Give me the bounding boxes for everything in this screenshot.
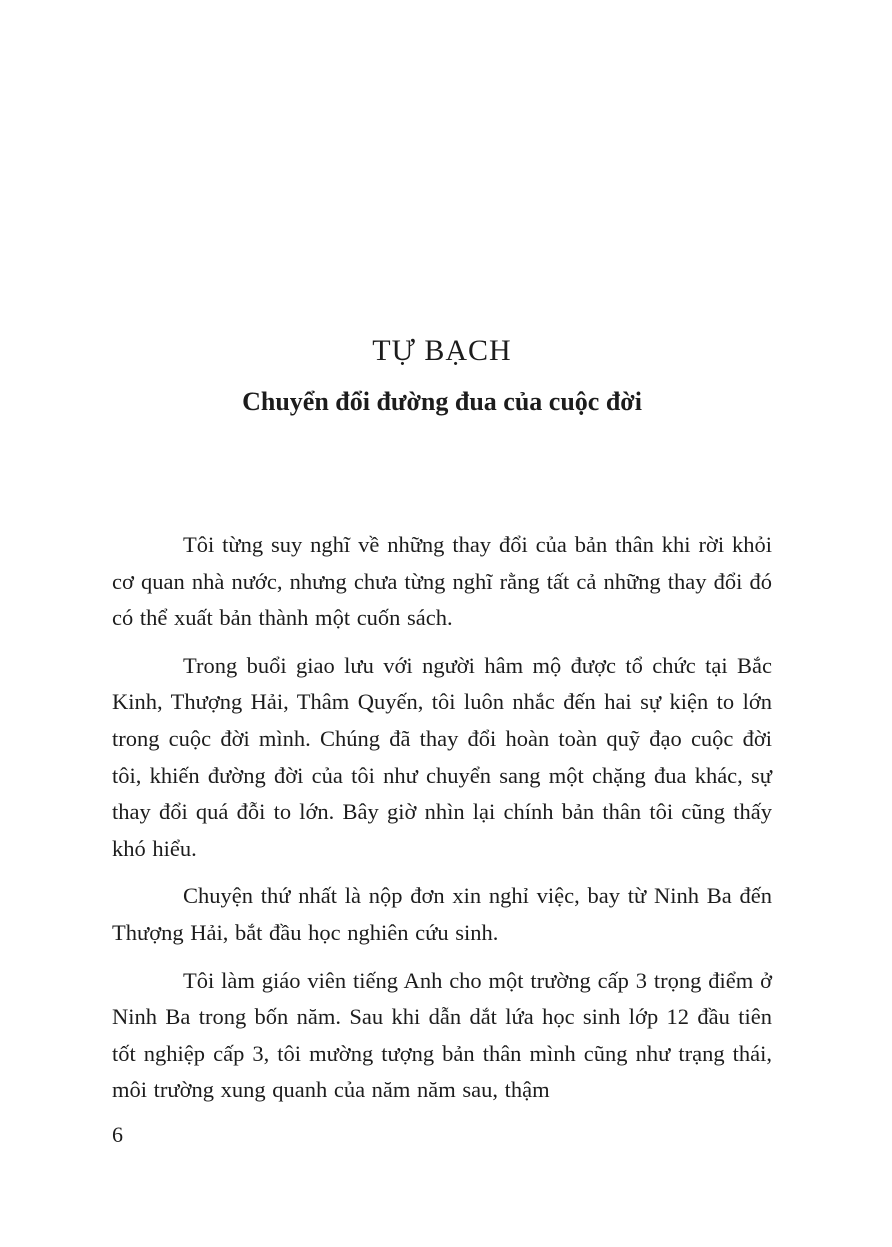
paragraph: Chuyện thứ nhất là nộp đơn xin nghỉ việc, bay từ Ninh Ba đến Thượng Hải, bắt đầu học nghiên cứu sinh. bbox=[112, 883, 772, 945]
page-number: 6 bbox=[112, 1122, 123, 1147]
page-subtitle: Chuyển đổi đường đua của cuộc đời bbox=[242, 387, 642, 416]
paragraph: Trong buổi giao lưu với người hâm mộ được tổ chức tại Bắc Kinh, Thượng Hải, Thâm Quyến, tôi luôn nhắc đến hai sự kiện to lớn trong cuộc đời mình. Chúng đã thay đổi hoàn toàn quỹ đạo cuộc đời tôi, khiến đường đời của tôi như chuyển sang một chặng đua khác, sự thay đổi quá đỗi to lớn. Bây giờ nhìn lại chính bản thân tôi cũng thấy khó hiểu. bbox=[112, 652, 772, 861]
body-text bbox=[112, 527, 772, 1120]
chapter-heading bbox=[112, 333, 772, 419]
paragraph: Tôi từng suy nghĩ về những thay đổi của bản thân khi rời khỏi cơ quan nhà nước, nhưng chưa từng nghĩ rằng tất cả những thay đổi đó có thể xuất bản thành một cuốn sách. bbox=[112, 532, 772, 631]
paragraph: Tôi làm giáo viên tiếng Anh cho một trường cấp 3 trọng điểm ở Ninh Ba trong bốn năm. Sau khi dẫn dắt lứa học sinh lớp 12 đầu tiên tốt nghiệp cấp 3, tôi mường tượng bản thân mình cũng như trạng thái, môi trường xung quanh của năm năm sau, thậm bbox=[112, 967, 772, 1103]
page-title: TỰ BẠCH bbox=[372, 334, 512, 367]
